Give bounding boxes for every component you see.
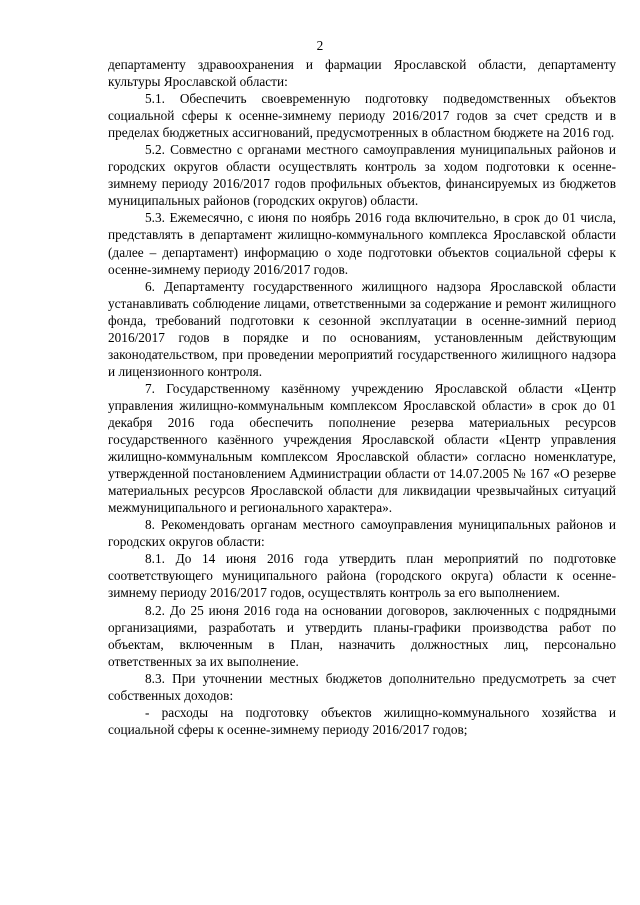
- paragraph-continuation: департаменту здравоохранения и фармации Ярославской области, департаменту культуры Ярославской области:: [108, 57, 616, 90]
- paragraph-8-3-item: - расходы на подготовку объектов жилищно-коммунального хозяйства и социальной сферы к осенне-зимнему периоду 2016/2017 годов;: [108, 704, 616, 737]
- paragraph-5-2: 5.2. Совместно с органами местного самоуправления муниципальных районов и городских округов области осуществлять контроль за ходом подготовки к осенне-зимнему периоду 2016/2017 годов профильных объектов, финансируемых из бюджетов муниципальных районов (городских округов) области.: [108, 142, 616, 209]
- paragraph-8: 8. Рекомендовать органам местного самоуправления муниципальных районов и городских округов области:: [108, 517, 616, 550]
- paragraph-8-2: 8.2. До 25 июня 2016 года на основании договоров, заключенных с подрядными организациями, разработать и утвердить планы-графики производства работ по объектам, включенным в План, назначить должностных лиц, персонально ответственных за их выполнение.: [108, 602, 616, 669]
- paragraph-8-1: 8.1. До 14 июня 2016 года утвердить план мероприятий по подготовке соответствующего муниципального района (городского округа) области к осенне-зимнему периоду 2016/2017 годов, осуществлять контроль за его выполнением.: [108, 551, 616, 601]
- page-number: 2: [316, 38, 324, 53]
- paragraph-8-3: 8.3. При уточнении местных бюджетов дополнительно предусмотреть за счет собственных доходов:: [108, 670, 616, 703]
- document-body: [108, 56, 616, 738]
- paragraph-5-3: 5.3. Ежемесячно, с июня по ноябрь 2016 года включительно, в срок до 01 числа, представлять в департамент жилищно-коммунального комплекса Ярославской области (далее – департамент) информацию о ходе подготовки объектов социальной сферы к осенне-зимнему периоду 2016/2017 годов.: [108, 210, 616, 277]
- paragraph-5-1: 5.1. Обеспечить своевременную подготовку подведомственных объектов социальной сферы к осенне-зимнему периоду 2016/2017 годов за счет средств и в пределах бюджетных ассигнований, предусмотренных в областном бюджете на 2016 год.: [108, 91, 616, 141]
- paragraph-6: 6. Департаменту государственного жилищного надзора Ярославской области устанавливать соблюдение лицами, ответственными за содержание и ремонт жилищного фонда, требований подготовки к сезонной эксплуатации в осенне-зимний период 2016/2017 годов в порядке и по основаниям, установленным действующим законодательством, при проведении мероприятий государственного жилищного надзора и лицензионного контроля.: [108, 278, 616, 379]
- paragraph-7: 7. Государственному казённому учреждению Ярославской области «Центр управления жилищно-коммунальным комплексом Ярославской области» в срок до 01 декабря 2016 года обеспечить пополнение резерва материальных ресурсов государственного казённого учреждения Ярославской области «Центр управления жилищно-коммунальным комплексом Ярославской области» согласно номенклатуре, утвержденной постановлением Администрации области от 14.07.2005 № 167 «О резерве материальных ресурсов Ярославской области для ликвидации чрезвычайных ситуаций межмуниципального и регионального характера».: [108, 380, 616, 516]
